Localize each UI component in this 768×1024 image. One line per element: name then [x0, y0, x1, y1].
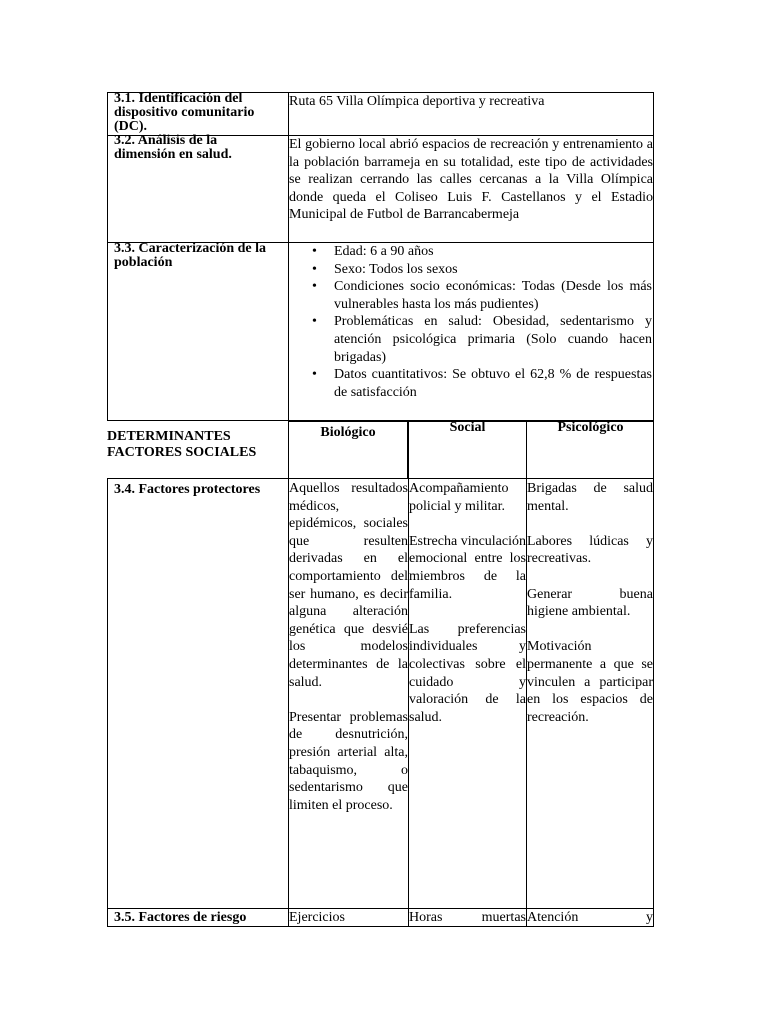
identificacion-value: Ruta 65 Villa Olímpica deportiva y recreativa — [289, 94, 545, 109]
protectores-social-3: Las preferencias individuales y colectivas sobre el cuidado y valoración de la salud. — [409, 621, 526, 725]
riesgo-psicologico: Atención y — [527, 910, 653, 925]
column-header-psicologico: Psicológico — [557, 420, 624, 435]
list-item: • Datos cuantitativos: Se obtuvo el 62,8 % de respuestas de satisfacción — [312, 367, 652, 400]
analisis-value: El gobierno local abrió espacios de recreación y entrenamiento a la población barrameja en su totalidad, este tipo de actividades se realizan cerrando las calles cercanas a la Villa Olímpica donde queda el Coliseo Luis F. Castellanos y el Estadio Municipal de Futbol de Barrancabermeja — [289, 137, 653, 223]
protectores-social — [409, 480, 526, 726]
protectores-biologico-1: Aquellos resultados médicos, epidémicos, sociales que resulten derivadas en el comportamiento del ser humano, es decir alguna alteración genética que desvié los modelos determinantes de la salud. — [289, 481, 408, 690]
list-item: • Problemáticas en salud: Obesidad, sedentarismo y atención psicológica primaria (Solo cuando hacen brigadas) — [312, 314, 652, 365]
column-header-social: Social — [449, 420, 486, 435]
column-header-biologico: Biológico — [320, 425, 376, 440]
riesgo-label: 3.5. Factores de riesgo — [114, 910, 247, 925]
protectores-psico-4: Motivación permanente a que se vinculen a participar en los espacios de recreación. — [527, 639, 653, 725]
protectores-psicologico — [527, 480, 653, 726]
protectores-psico-1: Brigadas de salud mental. — [527, 481, 653, 514]
riesgo-biologico: Ejercicios — [289, 910, 345, 925]
caracterizacion-label: 3.3. Caracterización de la población — [114, 241, 267, 270]
identificacion-label: 3.1. Identificación del dispositivo comunitario (DC). — [114, 91, 255, 134]
list-item: • Edad: 6 a 90 años — [312, 244, 434, 259]
determinantes-title: DETERMINANTES FACTORES SOCIALES — [107, 429, 257, 460]
protectores-social-2: Estrecha vinculación emocional entre los miembros de la familia. — [409, 533, 527, 602]
protectores-social-1: Acompañamiento policial y militar. — [409, 481, 509, 514]
protectores-label: 3.4. Factores protectores — [114, 482, 261, 497]
list-item: • Sexo: Todos los sexos — [312, 261, 458, 277]
riesgo-social: Horas muertas — [409, 910, 526, 925]
protectores-biologico — [289, 480, 408, 814]
protectores-biologico-2: Presentar problemas de desnutrición, presión arterial alta, tabaquismo, o sedentarismo que limiten el proceso. — [289, 709, 408, 813]
protectores-psico-3: Generar buena higiene ambiental. — [527, 586, 653, 620]
protectores-psico-2: Labores lúdicas y recreativas. — [527, 533, 653, 567]
caracterizacion-list — [288, 243, 652, 401]
list-item: • Condiciones socio económicas: Todas (Desde los más vulnerables hasta los más pudientes) — [312, 279, 652, 312]
analisis-label: 3.2. Análisis de la dimensión en salud. — [114, 133, 232, 162]
